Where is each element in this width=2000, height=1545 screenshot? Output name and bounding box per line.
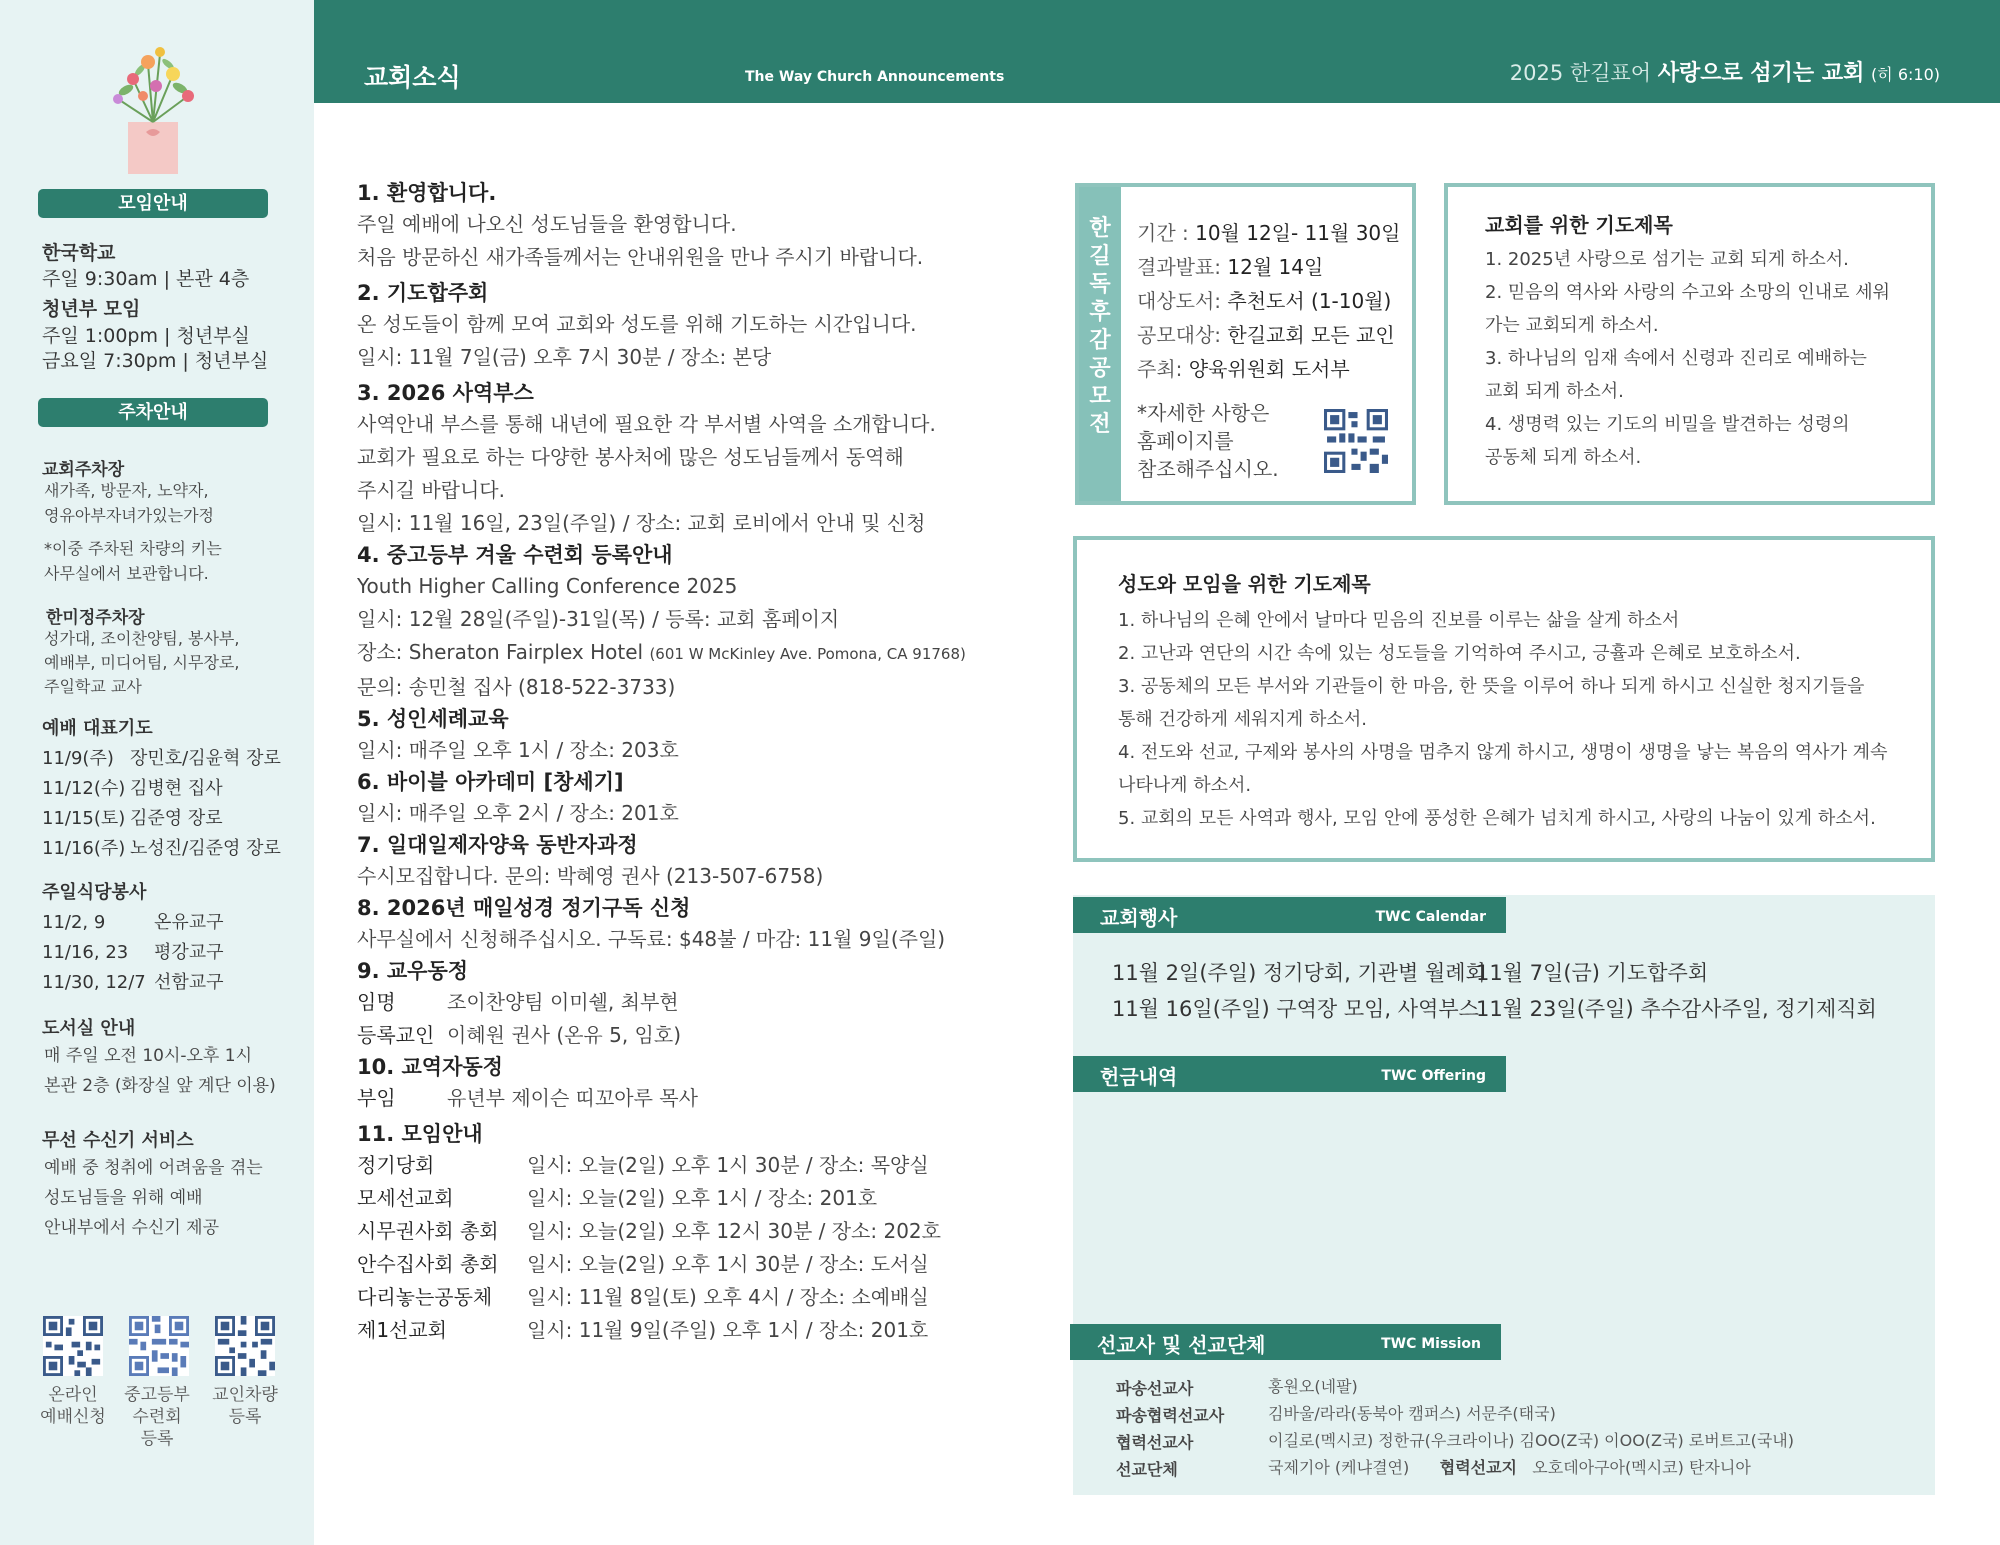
kitchen-service-row: 11/16, 23 평강교구: [42, 942, 224, 963]
section-line: 사무실에서 신청해주십시오. 구독료: $48불 / 마감: 11월 9일(주일): [357, 927, 946, 951]
online-worship-qr-icon[interactable]: [43, 1316, 103, 1376]
member-vehicle-qr-icon[interactable]: [215, 1316, 275, 1376]
mission-label: 파송협력선교사: [1116, 1406, 1225, 1425]
section-title: 2. 기도합주회: [357, 281, 489, 305]
page-title: 교회소식: [364, 63, 461, 92]
worship-prayer-row: 11/9(주) 장민호/김윤혁 장로: [42, 748, 281, 769]
youth-meeting-time-2: 금요일 7:30pm | 청년부실: [42, 350, 269, 372]
meeting-row: 안수집사회 총회 일시: 오늘(2일) 오후 1시 30분 / 장소: 도서실: [357, 1252, 929, 1276]
church-parking-note-2: 사무실에서 보관합니다.: [44, 564, 209, 583]
worship-prayer-row: 11/16(주) 노성진/김준영 장로: [42, 838, 281, 859]
saints-prayer-title: 성도와 모임을 위한 기도제목: [1118, 572, 1371, 596]
contest-period: 기간 : 10월 12일- 11월 30일: [1137, 221, 1401, 245]
mission-value: 국제기아 (케냐결연) 협력선교지 오호데아구아(멕시코) 탄자니아: [1268, 1458, 1751, 1477]
book-report-contest-box: [1075, 183, 1416, 505]
mission-label: 협력선교사: [1116, 1433, 1194, 1452]
flower-bouquet-icon: [88, 34, 218, 174]
mission-value: 홍원오(네팔): [1268, 1377, 1358, 1396]
calendar-item: 11월 2일(주일) 정기당회, 기관별 월례회: [1112, 961, 1486, 985]
saints-prayer-list: 1. 하나님의 은혜 안에서 날마다 믿음의 진보를 이루는 삶을 살게 하소서 2. 고난과 연단의 시간 속에 있는 성도들을 기억하여 주시고, 긍휼과 은혜로 보호하소서. 3. 공동체의 모든 부서와 기관들이 한 마음, 한 뜻을 이루어 하나 되게 하시고 신실한 청지기들을 통해 건강하게 세워지게 하소서. 4. 전도와 선교, 구제와 봉사의 사명을 멈추지 않게 하시고, 생명이 생명을 낳는 복음의 역사가 계속 나타나게 하소서. 5. 교회의 모든 사역과 행사, 모임 안에 풍성한 은혜가 넘치게 하시고, 사랑의 나눔이 있게 하소서.: [1118, 610, 1888, 829]
church-prayer-list: 1. 2025년 사랑으로 섬기는 교회 되게 하소서. 2. 믿음의 역사와 사랑의 수고와 소망의 인내로 세워 가는 교회되게 하소서. 3. 하나님의 임재 속에서 신령과 진리로 예배하는 교회 되게 하소서. 4. 생명력 있는 기도의 비밀을 발견하는 성령의 공동체 되게 하소서.: [1485, 249, 1890, 468]
contest-qr-icon[interactable]: [1324, 409, 1388, 473]
contest-result-date: 결과발표: 12월 14일: [1137, 255, 1324, 279]
wireless-title: 무선 수신기 서비스: [42, 1130, 194, 1151]
member-news-row: 등록교인 이혜원 권사 (온유 5, 임호): [357, 1023, 681, 1047]
member-vehicle-qr-label: 교인차량 등록: [212, 1385, 278, 1427]
contest-books: 대상도서: 추천도서 (1-10월): [1137, 289, 1392, 313]
section-line: Youth Higher Calling Conference 2025: [357, 574, 738, 598]
section-line: 일시: 11월 16일, 23일(주일) / 장소: 교회 로비에서 안내 및 신청: [357, 511, 926, 535]
kitchen-service-row: 11/2, 9 온유교구: [42, 912, 224, 933]
section-line: 일시: 11월 7일(금) 오후 7시 30분 / 장소: 본당: [357, 345, 772, 369]
meeting-row: 모세선교회 일시: 오늘(2일) 오후 1시 / 장소: 201호: [357, 1186, 878, 1210]
church-parking-note-1: *이중 주차된 차량의 키는: [44, 539, 222, 558]
worship-prayer-row: 11/12(수) 김병현 집사: [42, 778, 223, 799]
section-title: 10. 교역자동정: [357, 1055, 503, 1079]
section-line: 사역안내 부스를 통해 내년에 필요한 각 부서별 사역을 소개합니다.: [357, 412, 936, 436]
youth-meeting-title: 청년부 모임: [42, 298, 141, 320]
worship-prayer-row: 11/15(토) 김준영 장로: [42, 808, 223, 829]
parking-info-label: 주차안내: [38, 398, 268, 427]
youth-meeting-time-1: 주일 1:00pm | 청년부실: [42, 325, 250, 347]
page-subtitle: The Way Church Announcements: [745, 69, 1005, 85]
contest-eligibility: 공모대상: 한길교회 모든 교인: [1137, 323, 1395, 347]
section-title: 11. 모임안내: [357, 1122, 483, 1146]
youth-retreat-qr-icon[interactable]: [129, 1316, 189, 1376]
hanmi-parking-line-3: 주일학교 교사: [44, 677, 142, 696]
section-title: 3. 2026 사역부스: [357, 381, 534, 405]
library-line-2: 본관 2층 (화장실 앞 계단 이용): [44, 1076, 276, 1096]
church-prayer-box: [1444, 183, 1935, 505]
section-title: 8. 2026년 매일성경 정기구독 신청: [357, 896, 691, 920]
church-parking-line-2: 영유아부자녀가있는가정: [44, 506, 215, 525]
offering-tab: 헌금내역 TWC Offering: [1073, 1056, 1506, 1092]
section-title: 5. 성인세례교육: [357, 707, 509, 731]
sidebar: [0, 0, 314, 1545]
section-line: 처음 방문하신 새가족들께서는 안내위원을 만나 주시기 바랍니다.: [357, 245, 924, 269]
meeting-row: 시무권사회 총회 일시: 오늘(2일) 오후 12시 30분 / 장소: 202호: [357, 1219, 941, 1243]
mission-tab: 선교사 및 선교단체 TWC Mission: [1070, 1324, 1501, 1360]
hanmi-parking-title: 한미정주차장: [46, 608, 145, 628]
meeting-row: 다리놓는공동체 일시: 11월 8일(토) 오후 4시 / 장소: 소예배실: [357, 1285, 929, 1309]
contest-host: 주최: 양육위원회 도서부: [1137, 357, 1350, 381]
meeting-row: 제1선교회 일시: 11월 9일(주일) 오후 1시 / 장소: 201호: [357, 1318, 929, 1342]
section-line: 교회가 필요로 하는 다양한 봉사처에 많은 성도님들께서 동역해: [357, 445, 904, 469]
member-news-row: 임명 조이찬양팀 이미쉘, 최부현: [357, 990, 679, 1014]
library-line-1: 매 주일 오전 10시-오후 1시: [44, 1046, 252, 1066]
mission-label: 파송선교사: [1116, 1379, 1194, 1398]
wireless-line-3: 안내부에서 수신기 제공: [44, 1218, 220, 1238]
library-title: 도서실 안내: [42, 1018, 136, 1039]
section-title: 1. 환영합니다.: [357, 181, 497, 205]
mission-value: 김바울/라라(동북아 캠퍼스) 서문주(태국): [1268, 1404, 1556, 1423]
calendar-item: 11월 16일(주일) 구역장 모임, 사역부스: [1112, 997, 1479, 1021]
section-line: 주일 예배에 나오신 성도님들을 환영합니다.: [357, 212, 737, 236]
church-prayer-title: 교회를 위한 기도제목: [1485, 213, 1673, 237]
wireless-line-2: 성도님들을 위해 예배: [44, 1188, 203, 1208]
section-title: 9. 교우동정: [357, 959, 469, 983]
korean-school-title: 한국학교: [42, 242, 116, 264]
worship-prayer-title: 예배 대표기도: [42, 718, 153, 739]
contest-vertical-title: 한 길 독 후 감 공 모 전: [1079, 187, 1121, 501]
church-parking-line-1: 새가족, 방문자, 노약자,: [44, 481, 209, 500]
section-title: 7. 일대일제자양육 동반자과정: [357, 833, 638, 857]
section-line: 일시: 매주일 오후 1시 / 장소: 203호: [357, 738, 679, 762]
online-worship-qr-label: 온라인 예배신청: [40, 1385, 106, 1427]
mission-label: 선교단체: [1116, 1460, 1178, 1479]
section-title: 4. 중고등부 겨울 수련회 등록안내: [357, 543, 673, 567]
church-motto: 2025 한길표어 사랑으로 섬기는 교회 (히 6:10): [1509, 61, 1940, 86]
calendar-item: 11월 7일(금) 기도합주회: [1476, 961, 1709, 985]
section-line: 장소: Sheraton Fairplex Hotel (601 W McKinley Ave. Pomona, CA 91768): [357, 640, 966, 664]
church-parking-title: 교회주차장: [42, 460, 125, 480]
section-line: 주시길 바랍니다.: [357, 478, 505, 502]
calendar-tab: 교회행사 TWC Calendar: [1073, 897, 1506, 933]
announcements: [357, 178, 1077, 1347]
section-line: 일시: 12월 28일(주일)-31일(목) / 등록: 교회 홈페이지: [357, 607, 840, 631]
kitchen-service-title: 주일식당봉사: [42, 882, 147, 903]
section-line: 온 성도들이 함께 모여 교회와 성도를 위해 기도하는 시간입니다.: [357, 312, 917, 336]
hanmi-parking-line-1: 성가대, 조이찬양팀, 봉사부,: [44, 629, 240, 648]
section-line: 문의: 송민철 집사 (818-522-3733): [357, 675, 676, 699]
wireless-line-1: 예배 중 청취에 어려움을 겪는: [44, 1158, 263, 1178]
section-line: 일시: 매주일 오후 2시 / 장소: 201호: [357, 801, 679, 825]
calendar-item: 11월 23일(주일) 추수감사주일, 정기제직회: [1476, 997, 1877, 1021]
korean-school-time: 주일 9:30am | 본관 4층: [42, 268, 250, 290]
meeting-info-label: 모임안내: [38, 189, 268, 218]
mission-value: 이길로(멕시코) 정한규(우크라이나) 김OO(Z국) 이OO(Z국) 로버트고(국내): [1268, 1431, 1795, 1450]
header-banner: [314, 0, 2000, 103]
saints-prayer-box: [1073, 536, 1935, 862]
section-title: 6. 바이블 아카데미 [창세기]: [357, 770, 624, 794]
youth-retreat-qr-label: 중고등부 수련회 등록: [124, 1385, 190, 1449]
staff-news-row: 부임 유년부 제이슨 띠꼬아루 목사: [357, 1086, 698, 1110]
kitchen-service-row: 11/30, 12/7 선함교구: [42, 972, 224, 993]
section-line: 수시모집합니다. 문의: 박혜영 권사 (213-507-6758): [357, 864, 824, 888]
contest-note: *자세한 사항은 홈페이지를 참조해주십시오.: [1137, 401, 1279, 481]
hanmi-parking-line-2: 예배부, 미디어팀, 시무장로,: [44, 653, 240, 672]
meeting-row: 정기당회 일시: 오늘(2일) 오후 1시 30분 / 장소: 목양실: [357, 1153, 929, 1177]
